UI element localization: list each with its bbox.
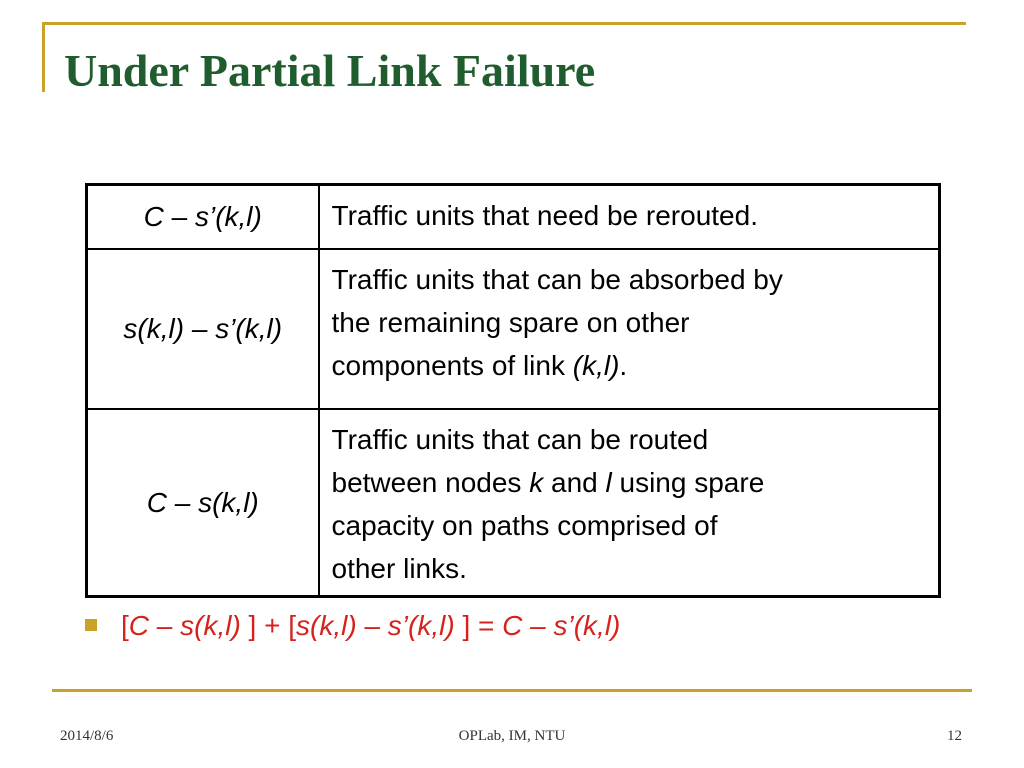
expression-cell: C – s’(k,l) [87,185,319,249]
formula-term: C – s(k,l) [128,610,241,641]
description-cell [319,185,940,249]
description-text: other links. [331,552,467,584]
description-italic: (k,l) [572,349,620,381]
formula [121,610,620,641]
description-text: Traffic units that can be routed [331,423,709,455]
description-text: Traffic units that can be absorbed by [331,263,783,295]
footer-organization: OPLab, IM, NTU [458,728,566,744]
page-number: 12 [947,728,962,744]
footer-date: 2014/8/6 [60,728,114,744]
formula-part: [ [121,610,129,641]
table-row [87,185,940,249]
footer-accent-line [52,689,972,692]
description-text: the remaining spare on other [331,306,690,338]
description-text: components of link [331,349,573,381]
formula-part: ] + [ [240,610,297,641]
formula-term: C – s’(k,l) [502,610,621,641]
expression-cell: C – s(k,l) [87,409,319,597]
description-text: and [543,466,606,498]
description-italic: l [605,466,612,498]
expression-cell: s(k,l) – s’(k,l) [87,249,319,409]
formula-term: s(k,l) – s’(k,l) [296,610,455,641]
description-italic: k [529,466,544,498]
description-text: Traffic units that need be rerouted. [331,200,758,231]
description-cell [319,249,940,409]
description-cell [319,409,940,597]
left-accent-line [42,22,45,92]
square-bullet-icon [85,619,97,631]
description-text: using spare [611,466,765,498]
bullet-item [85,610,620,642]
formula-part: ] = [454,610,503,641]
description-text: between nodes [331,466,530,498]
table-row [87,409,940,597]
definitions-table [85,183,941,598]
description-text: capacity on paths comprised of [331,509,718,541]
table-row [87,249,940,409]
slide-title: Under Partial Link Failure [64,45,596,96]
description-text: . [619,349,628,381]
top-accent-line [42,22,966,25]
